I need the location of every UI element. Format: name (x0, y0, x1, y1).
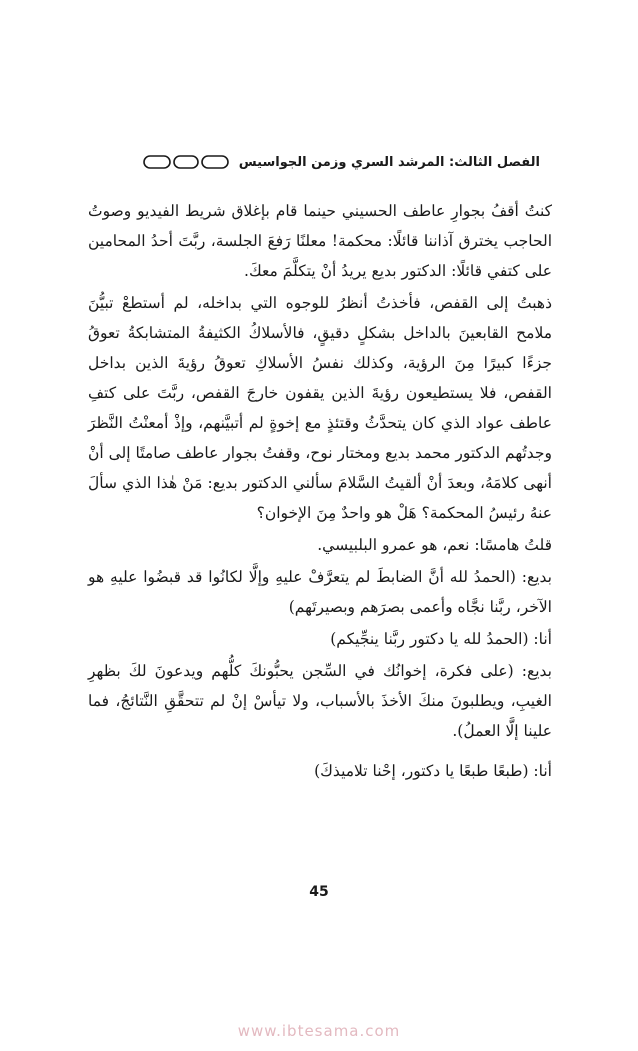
page-body (88, 196, 552, 788)
dialogue-badie-2: بديع: (على فكرة، إخوانُك في السِّجن يحبُّونكَ كلُّهم ويدعونَ لكَ بظهرِ الغيبِ، ويطلبونَ منكَ الأخذَ بالأسباب، ولا تيأسْ إنْ لم تتحقَّقِ النَّتائجُ، فما علينا إلَّا العملُ). (88, 662, 552, 740)
dialogue-badie-1: بديع: (الحمدُ لله أنَّ الضابطَ لم يتعرَّفْ عليهِ وإلَّا لكانُوا قد قبضُوا عليهِ هو الآخر، ربَّنا نجَّاه وأعمى بصرَهم وبصيرتَهم) (88, 568, 552, 616)
chapter-title: الفصل الثالث: المرشد السري وزمن الجواسيس (238, 154, 540, 170)
running-header (100, 150, 540, 174)
dialogue-narrator-2: أنا: (طبعًا طبعًا يا دكتور، إحْنا تلاميذكَ) (314, 762, 552, 780)
header-ornament (143, 154, 229, 170)
page-number: 45 (309, 884, 329, 900)
watermark: www.ibtesama.com (237, 1022, 401, 1040)
paragraph-2: ذهبتُ إلى القفص، فأخذتُ أنظرُ للوجوه التي بداخله، لم أستطعْ تبيُّنَ ملامح القابعينَ بالداخل بشكلٍ دقيقٍ، فالأسلاكُ الكثيفةُ المتشابكةُ تعوقُ جزءًا كبيرًا مِنَ الرؤية، وكذلك نفسُ الأسلاكِ تعوقُ رؤيةَ الذين بداخل القفص، فلا يستطيعون رؤيةَ الذين يقفون خارجَ القفص، ربَّتَ على كتفِ عاطف عواد الذي كان يتحدَّثُ وقتئذٍ مع إخوةٍ لم أتبيَّنهم، وإذْ أمعنْتُ النَّظرَ وجدتُهم الدكتور محمد بديع ومختار نوح، وقفتُ بجوار عاطف صامتًا إلى أنْ أنهى كلامَهُ، وبعدَ أنْ ألقيتُ السَّلامَ سألني الدكتور بديع: مَنْ هٰذا الذي سألَ عنهُ رئيسُ المحكمة؟ هَلْ هو واحدٌ مِنَ الإخوان؟ (88, 294, 552, 522)
paragraph-1: كنتُ أقفُ بجوارِ عاطف الحسيني حينما قام بإغلاق شريط الفيديو وصوتُ الحاجب يخترق آذاننا قائلًا: محكمة! معلنًا رَفعَ الجلسة، ربَّتَ أحدُ المحامين على كتفي قائلًا: الدكتور بديع يريدُ أنْ يتكلَّمَ معكَ. (88, 202, 552, 280)
paragraph-3: قلتُ هامسًا: نعم، هو عمرو البلبيسي. (317, 536, 552, 554)
dialogue-narrator-1: أنا: (الحمدُ لله يا دكتور ربَّنا ينجِّيكم) (330, 630, 552, 648)
